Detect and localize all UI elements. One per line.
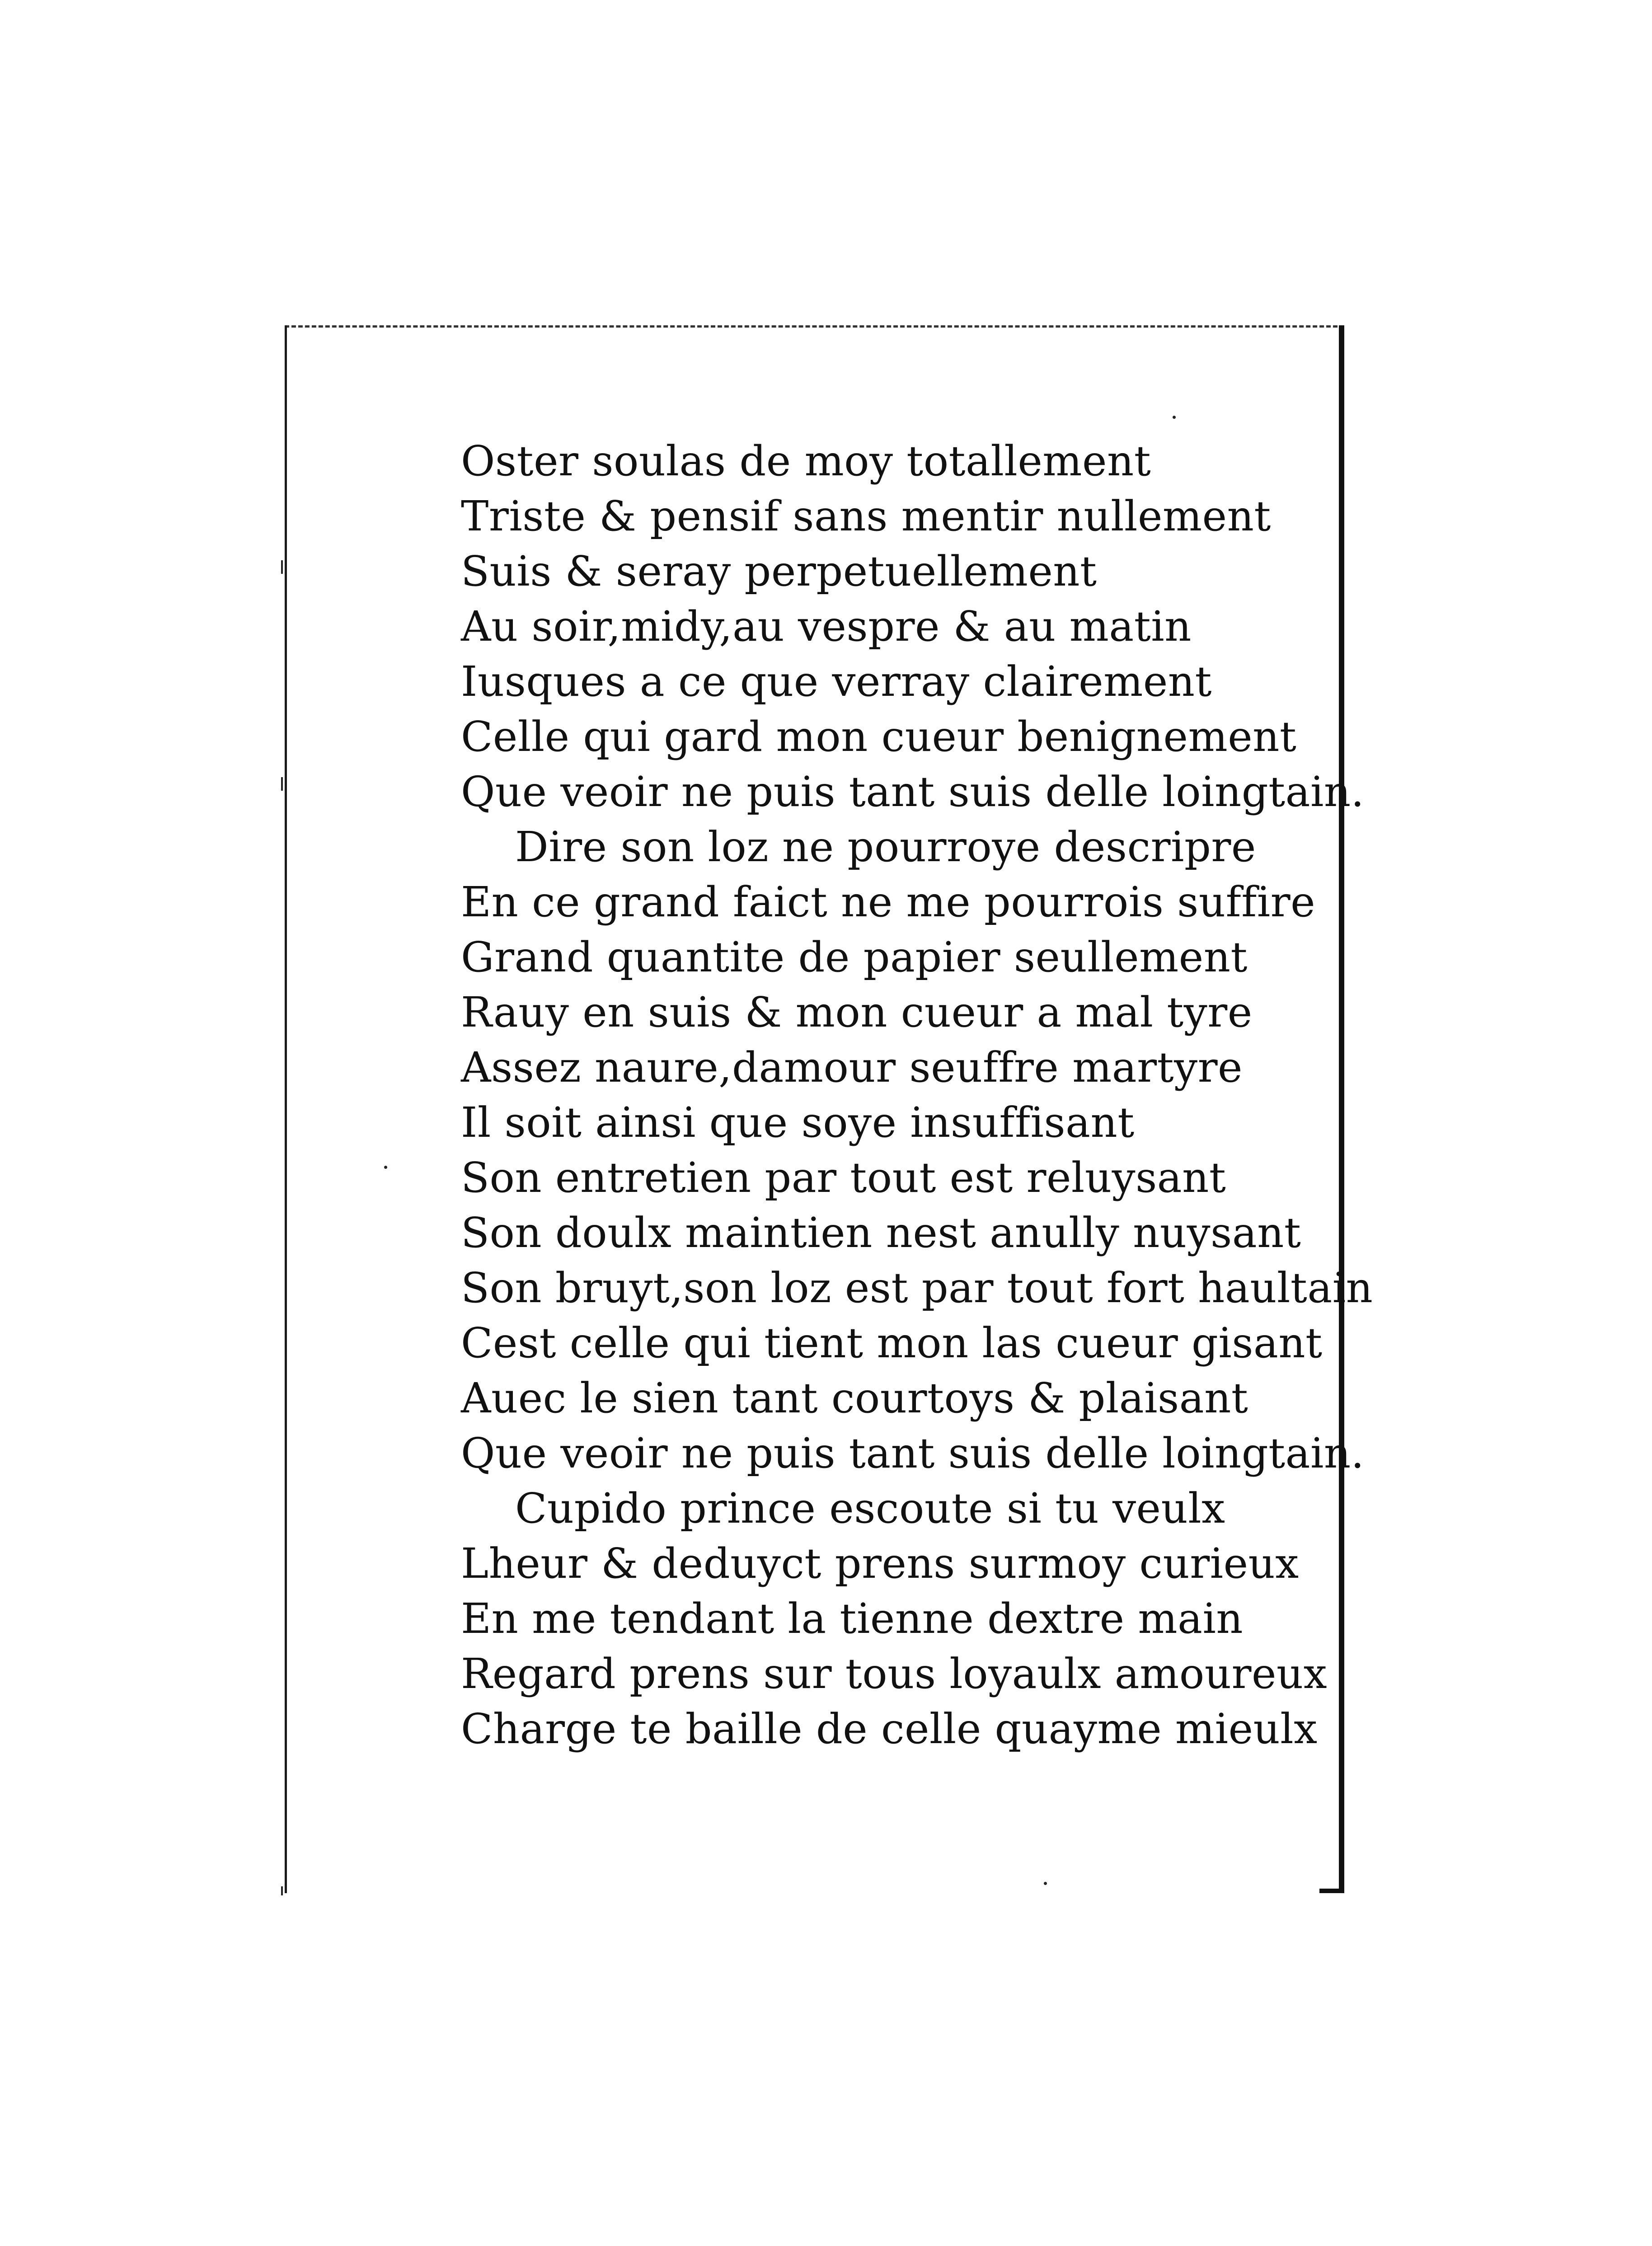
- print-speck: [1044, 1882, 1047, 1885]
- print-speck: [1173, 416, 1176, 419]
- print-speck: [384, 1166, 387, 1169]
- frame-top-rule: [285, 325, 1344, 328]
- verse-line: Suis & seray perpetuellement: [461, 547, 1097, 595]
- verse-line: Celle qui gard mon cueur benignement: [461, 713, 1297, 761]
- frame-mark: [281, 777, 283, 791]
- verse-line: En me tendant la tienne dextre main: [461, 1594, 1244, 1643]
- verse-line: En ce grand faict ne me pourrois suffire: [461, 878, 1316, 926]
- verse-line: Dire son loz ne pourroye descripre: [515, 823, 1256, 871]
- verse-line: Il soit ainsi que soye insuffisant: [461, 1098, 1135, 1147]
- poem-text: [461, 434, 1373, 1757]
- verse-line: Oster soulas de moy totallement: [461, 437, 1151, 485]
- verse-line: Regard prens sur tous loyaulx amoureux: [461, 1650, 1328, 1698]
- verse-line: Que veoir ne puis tant suis delle loingtain.: [461, 1429, 1365, 1477]
- verse-line: Que veoir ne puis tant suis delle loingtain.: [461, 768, 1365, 816]
- verse-line: Lheur & deduyct prens surmoy curieux: [461, 1539, 1299, 1588]
- verse-line: Rauy en suis & mon cueur a mal tyre: [461, 988, 1253, 1036]
- frame-mark: [281, 560, 283, 574]
- verse-line: Charge te baille de celle quayme mieulx: [461, 1705, 1318, 1753]
- frame-bottom-corner: [1319, 1889, 1344, 1893]
- verse-line: Au soir,midy,au vespre & au matin: [461, 602, 1192, 651]
- verse-line: Son doulx maintien nest anully nuysant: [461, 1209, 1301, 1257]
- verse-line: Cupido prince escoute si tu veulx: [515, 1484, 1225, 1533]
- verse-line: Assez naure,damour seuffre martyre: [461, 1043, 1243, 1092]
- verse-line: Auec le sien tant courtoys & plaisant: [461, 1374, 1248, 1422]
- frame-mark: [281, 1886, 283, 1895]
- verse-line: Iusques a ce que verray clairement: [461, 657, 1212, 706]
- verse-line: Triste & pensif sans mentir nullement: [461, 492, 1271, 540]
- verse-line: Son bruyt,son loz est par tout fort haultain: [461, 1264, 1373, 1312]
- frame-left-rule: [285, 325, 287, 1893]
- verse-line: Grand quantite de papier seullement: [461, 933, 1248, 981]
- verse-line: Cest celle qui tient mon las cueur gisant: [461, 1319, 1323, 1367]
- frame-right-rule: [1339, 325, 1344, 1893]
- verse-line: Son entretien par tout est reluysant: [461, 1153, 1226, 1202]
